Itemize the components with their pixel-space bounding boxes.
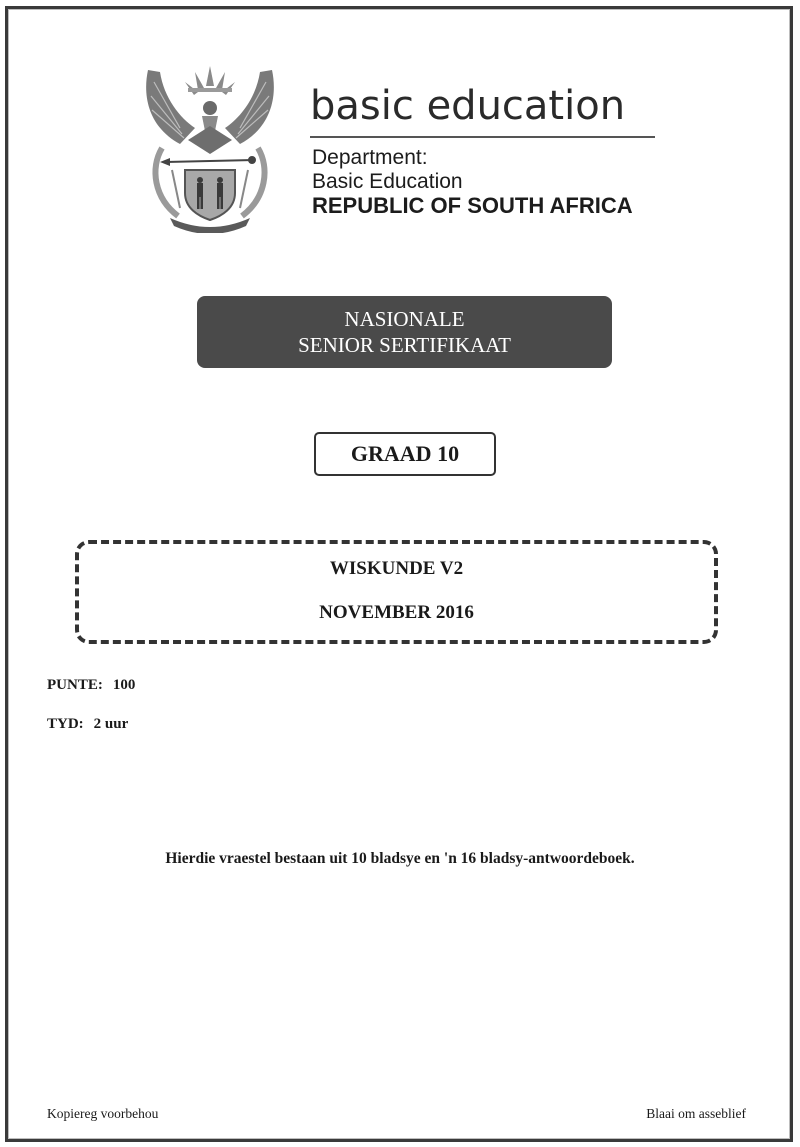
marks-label: PUNTE:: [47, 677, 103, 693]
brand-divider: [310, 136, 655, 138]
paper-info: Hierdie vraestel bestaan uit 10 bladsye en 'n 16 bladsy-antwoordeboek.: [165, 850, 635, 867]
department-block: [312, 146, 633, 218]
time-label: TYD:: [47, 716, 84, 732]
grade-label: GRAAD 10: [314, 432, 496, 476]
footer-copyright: Kopiereg voorbehou: [47, 1106, 159, 1121]
banner-line-2: SENIOR SERTIFIKAAT: [298, 333, 511, 357]
country-name: REPUBLIC OF SOUTH AFRICA: [312, 193, 633, 218]
marks-row: [47, 677, 135, 694]
time-row: [47, 716, 128, 733]
department-name: Basic Education: [312, 170, 463, 193]
brand-title: basic education: [310, 83, 626, 129]
exam-session: NOVEMBER 2016: [319, 602, 474, 623]
marks-value: 100: [112, 677, 136, 693]
south-africa-coat-of-arms-icon: [140, 58, 280, 233]
certificate-banner: [197, 296, 612, 368]
department-label: Department:: [312, 146, 428, 169]
banner-line-1: NASIONALE: [344, 307, 465, 331]
exam-title-box: [75, 540, 718, 644]
time-value: 2 uur: [93, 716, 129, 732]
footer-turn-page: Blaai om asseblief: [646, 1106, 746, 1121]
exam-subject: WISKUNDE V2: [329, 558, 464, 579]
